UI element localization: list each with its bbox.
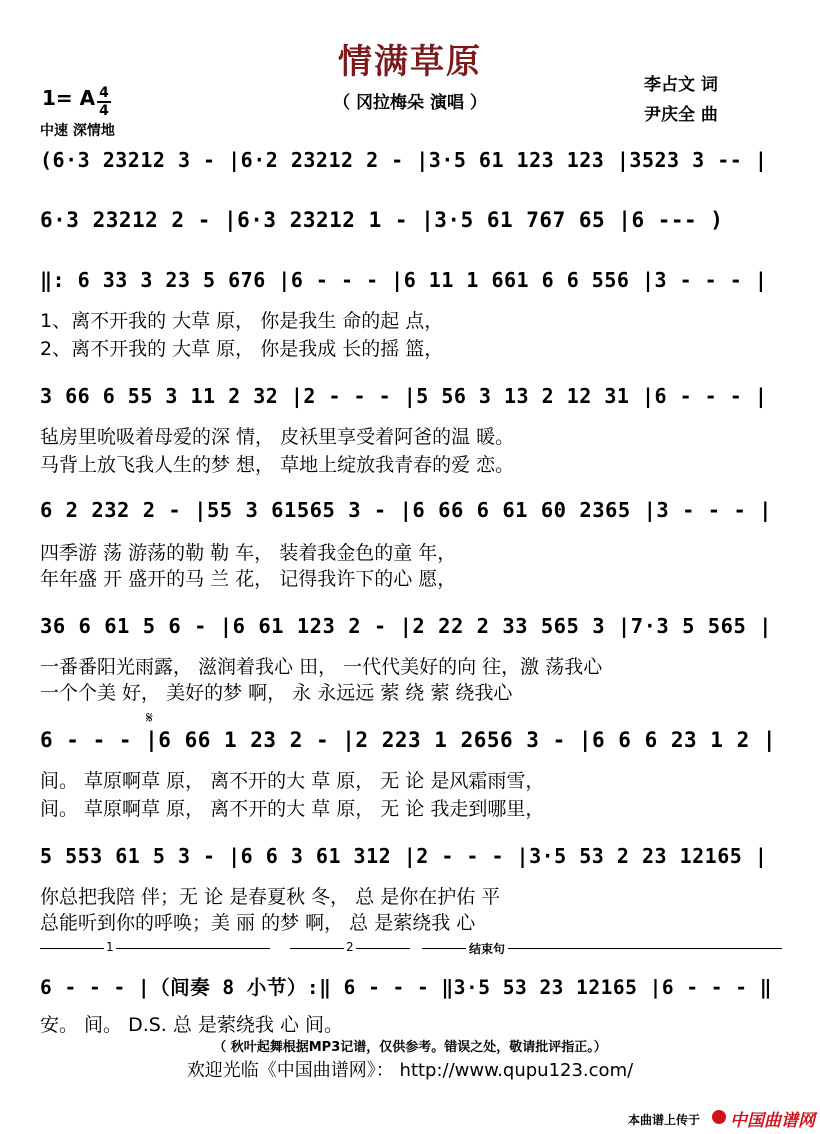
meter-bottom: 4 [99, 103, 109, 119]
performer: （ 冈拉梅朵 演唱 ） [333, 93, 487, 113]
score-line-7: 6 - - - |6 66 1 23 2 - |2 223 1 2656 3 - |6 6 6 23 1 2 | [40, 728, 777, 752]
score-line-9: 6 - - - |（间奏 8 小节）:‖ 6 - - - ‖3·5 53 23 12165 |6 - - - ‖ [40, 976, 772, 999]
lyric-line: 一个个美 好， 美好的梦 啊， 永 永远远 萦 绕 萦 绕我心 [40, 682, 513, 704]
key-signature: 1= A [42, 86, 96, 110]
ending-label: 结束句 [466, 940, 508, 957]
score-line-5: 6 2 232 2 - |55 3 61565 3 - |6 66 6 61 60 2365 |3 - - - | [40, 498, 772, 522]
volta-1-label: 1 [106, 940, 114, 954]
score-line-4: 3 66 6 55 3 11 2 32 |2 - - - |5 56 3 13 2 12 31 |6 - - - | [40, 384, 768, 408]
meter-top: 4 [99, 85, 109, 101]
lyric-line: 马背上放飞我人生的梦 想， 草地上绽放我青春的爱 恋。 [40, 454, 515, 476]
tempo-marking: 中速 深情地 [40, 123, 115, 139]
score-line-1: (6·3 23212 3 - |6·2 23212 2 - |3·5 61 123 123 |3523 3 -- | [40, 148, 768, 172]
segno-icon: 𝄋 [146, 708, 153, 727]
song-title: 情满草原 [338, 42, 482, 82]
score-line-3: ‖: 6 33 3 23 5 676 |6 - - - |6 11 1 661 6 6 556 |3 - - - | [40, 268, 768, 292]
lyric-line: 年年盛 开 盛开的马 兰 花， 记得我许下的心 愿， [40, 568, 457, 590]
lyric-line: 间。 草原啊草 原， 离不开的大 草 原， 无 论 是风霜雨雪， [40, 770, 545, 792]
volta-bracket-1 [40, 948, 270, 949]
lyric-line: 安。 间。 D.S. 总 是萦绕我 心 间。 [40, 1014, 344, 1036]
score-line-2: 6·3 23212 2 - |6·3 23212 1 - |3·5 61 767 65 |6 --- ) [40, 208, 724, 232]
lyric-line: 一番番阳光雨露， 滋润着我心 田， 一代代美好的向 往，激 荡我心 [40, 656, 603, 678]
volta-2-label: 2 [346, 940, 354, 954]
lyric-line: 总能听到你的呼唤；美 丽 的梦 啊， 总 是萦绕我 心 [40, 912, 476, 934]
lyric-line: 2、离不开我的 大草 原， 你是我成 长的摇 篮， [40, 338, 444, 360]
lyric-line: 间。 草原啊草 原， 离不开的大 草 原， 无 论 我走到哪里， [40, 798, 545, 820]
lyric-line: 1、离不开我的 大草 原， 你是我生 命的起 点， [40, 310, 444, 332]
score-line-6: 36 6 61 5 6 - |6 61 123 2 - |2 22 2 33 565 3 |7·3 5 565 | [40, 614, 772, 638]
transcriber-note: （ 秋叶起舞根据MP3记谱，仅供参考。错误之处，敬请批评指正。） [213, 1040, 607, 1055]
lyric-line: 四季游 荡 游荡的勒 勒 车， 装着我金色的童 年， [40, 542, 457, 564]
logo-icon [712, 1110, 726, 1124]
site-logo: 中国曲谱网 [730, 1111, 815, 1131]
welcome-line: 欢迎光临《中国曲谱网》： http://www.qupu123.com/ [186, 1060, 634, 1081]
lyric-line: 毡房里吮吸着母爱的深 情， 皮袄里享受着阿爸的温 暖。 [40, 426, 515, 448]
lyric-line: 你总把我陪 伴；无 论 是春夏秋 冬， 总 是你在护佑 平 [40, 886, 501, 908]
composer: 尹庆全 曲 [644, 105, 718, 125]
score-line-8: 5 553 61 5 3 - |6 6 3 61 312 |2 - - - |3·5 53 2 23 12165 | [40, 844, 768, 868]
lyricist: 李占文 词 [644, 75, 718, 95]
upload-source-label: 本曲谱上传于 [628, 1113, 701, 1127]
